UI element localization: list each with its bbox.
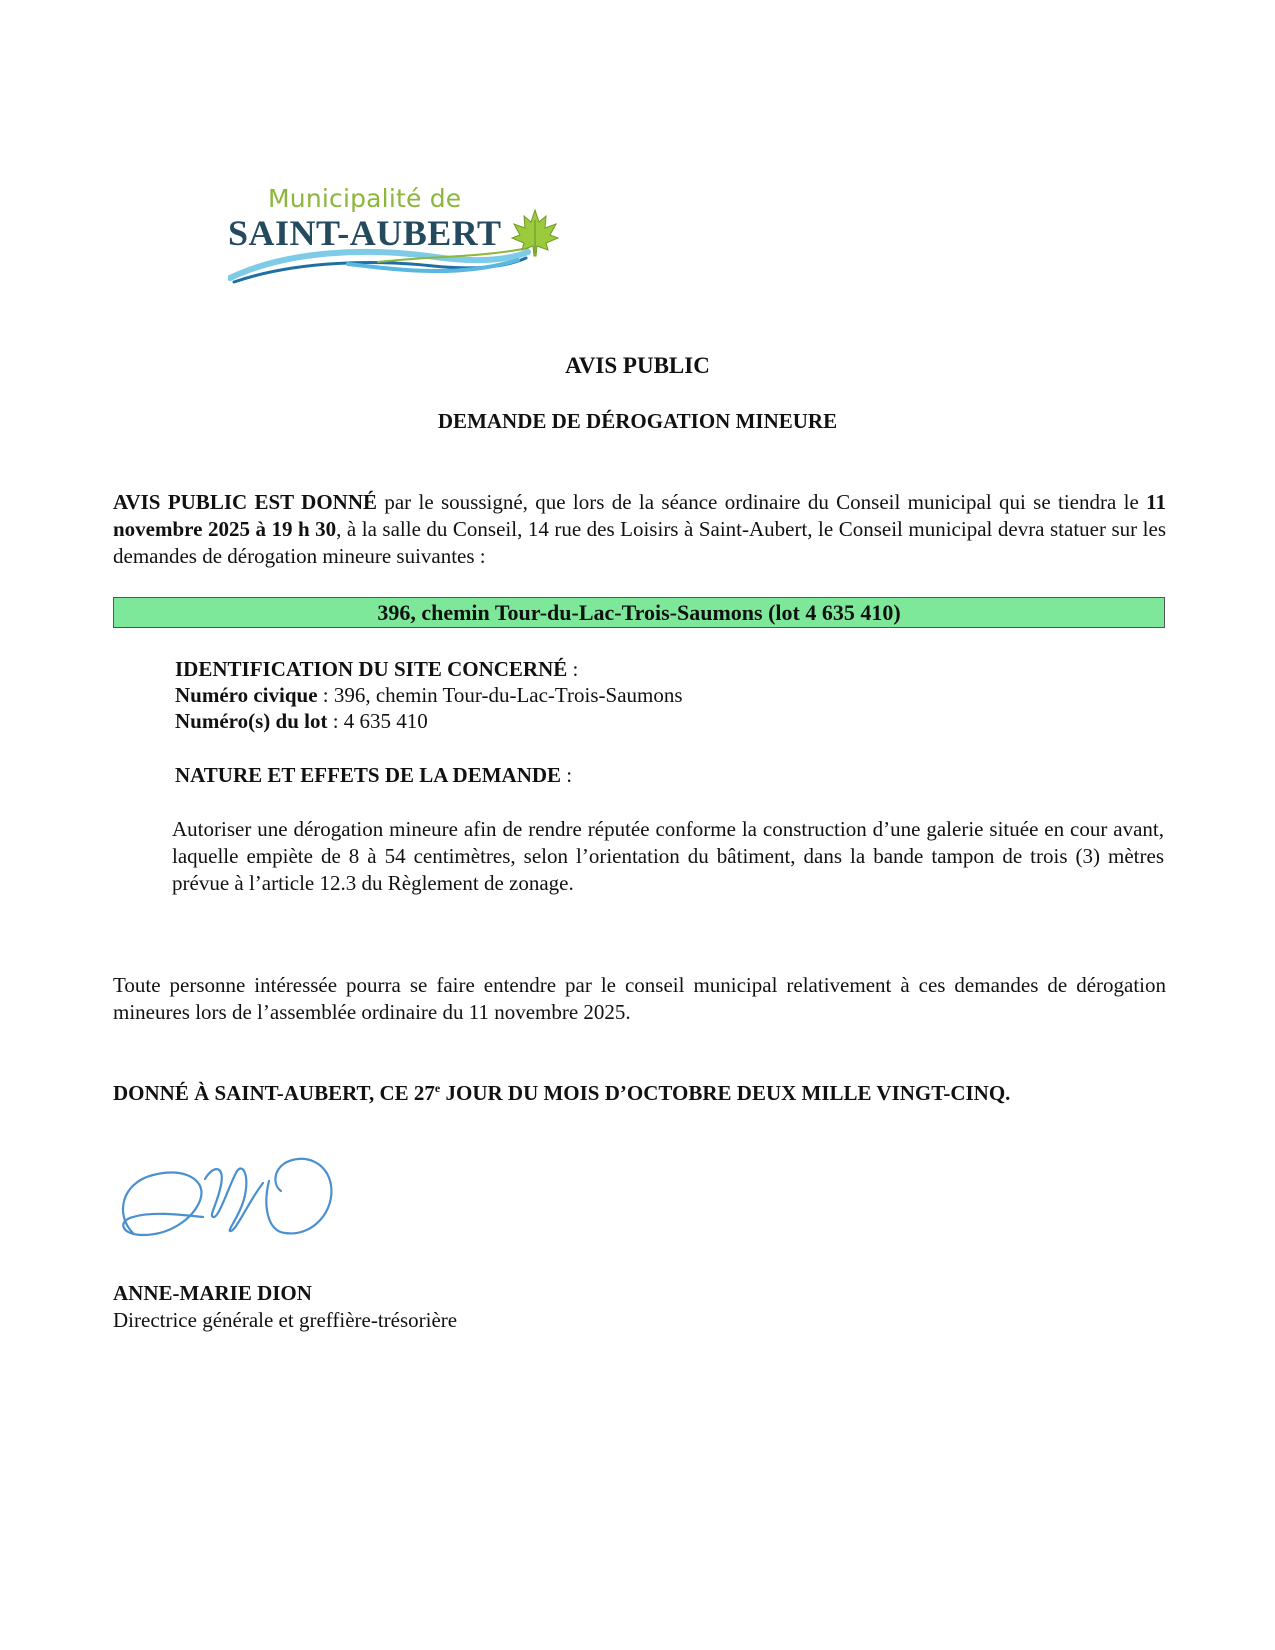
page-subtitle: DEMANDE DE DÉROGATION MINEURE	[437, 409, 838, 433]
intro-text-1: par le soussigné, que lors de la séance ordinaire du Conseil municipal qui se tiendra le	[377, 490, 1147, 514]
nature-heading-line	[175, 762, 572, 788]
nature-heading: NATURE ET EFFETS DE LA DEMANDE	[175, 763, 562, 787]
maple-leaf-icon	[510, 208, 560, 258]
civic-number-line	[175, 682, 1165, 708]
intro-paragraph	[113, 489, 1166, 570]
given-text-2: JOUR DU MOIS D’OCTOBRE DEUX MILLE VINGT-CINQ.	[440, 1081, 1011, 1105]
nature-heading-suffix: :	[561, 763, 573, 787]
handwritten-signature	[113, 1145, 353, 1255]
logo-municipalite-text: Municipalité de	[268, 184, 462, 213]
signer-name-text: ANNE-MARIE DION	[113, 1281, 312, 1305]
intro-text-2: , à la salle du Conseil, 14 rue des Loisirs à Saint-Aubert, le Conseil municipal devra statuer sur les demandes de dérogation mineure suivantes :	[113, 517, 1166, 568]
intro-lead: AVIS PUBLIC EST DONNÉ	[113, 490, 377, 514]
signer-name	[113, 1280, 457, 1307]
meeting-date: 11 novembre 2025 à 19 h 30	[113, 490, 1166, 541]
given-text-1: DONNÉ À SAINT-AUBERT, CE 27	[113, 1081, 435, 1105]
lot-label: Numéro(s) du lot	[175, 709, 328, 733]
municipality-logo	[228, 178, 588, 298]
address-heading-bar: 396, chemin Tour-du-Lac-Trois-Saumons (lot 4 635 410)	[113, 597, 1165, 628]
nature-description: Autoriser une dérogation mineure afin de rendre réputée conforme la construction d’une galerie située en cour avant, laquelle empiète de 8 à 54 centimètres, selon l’orientation du bâtiment, dans la bande tampon de trois (3) mètres prévue à l’article 12.3 du Règlement de zonage.	[172, 817, 1164, 895]
site-heading-line	[175, 656, 1165, 682]
logo-saint-aubert-text: SAINT-AUBERT	[228, 213, 502, 253]
site-heading: IDENTIFICATION DU SITE CONCERNÉ	[175, 657, 568, 681]
lot-value: : 4 635 410	[327, 709, 428, 733]
signer-role: Directrice générale et greffière-trésorière	[113, 1308, 458, 1332]
closing-paragraph: Toute personne intéressée pourra se faire entendre par le conseil municipal relativement à ces demandes de dérogation mineures lors de l’assemblée ordinaire du 11 novembre 2025.	[113, 973, 1166, 1024]
civic-label: Numéro civique	[175, 683, 318, 707]
civic-value: : 396, chemin Tour-du-Lac-Trois-Saumons	[317, 683, 683, 707]
given-statement	[113, 1080, 1166, 1107]
page-title: AVIS PUBLIC	[565, 353, 710, 378]
site-identification	[175, 656, 1165, 734]
signer-block	[113, 1280, 457, 1334]
site-heading-suffix: :	[567, 657, 579, 681]
lot-number-line	[175, 708, 1165, 734]
given-superscript: e	[434, 1081, 441, 1095]
